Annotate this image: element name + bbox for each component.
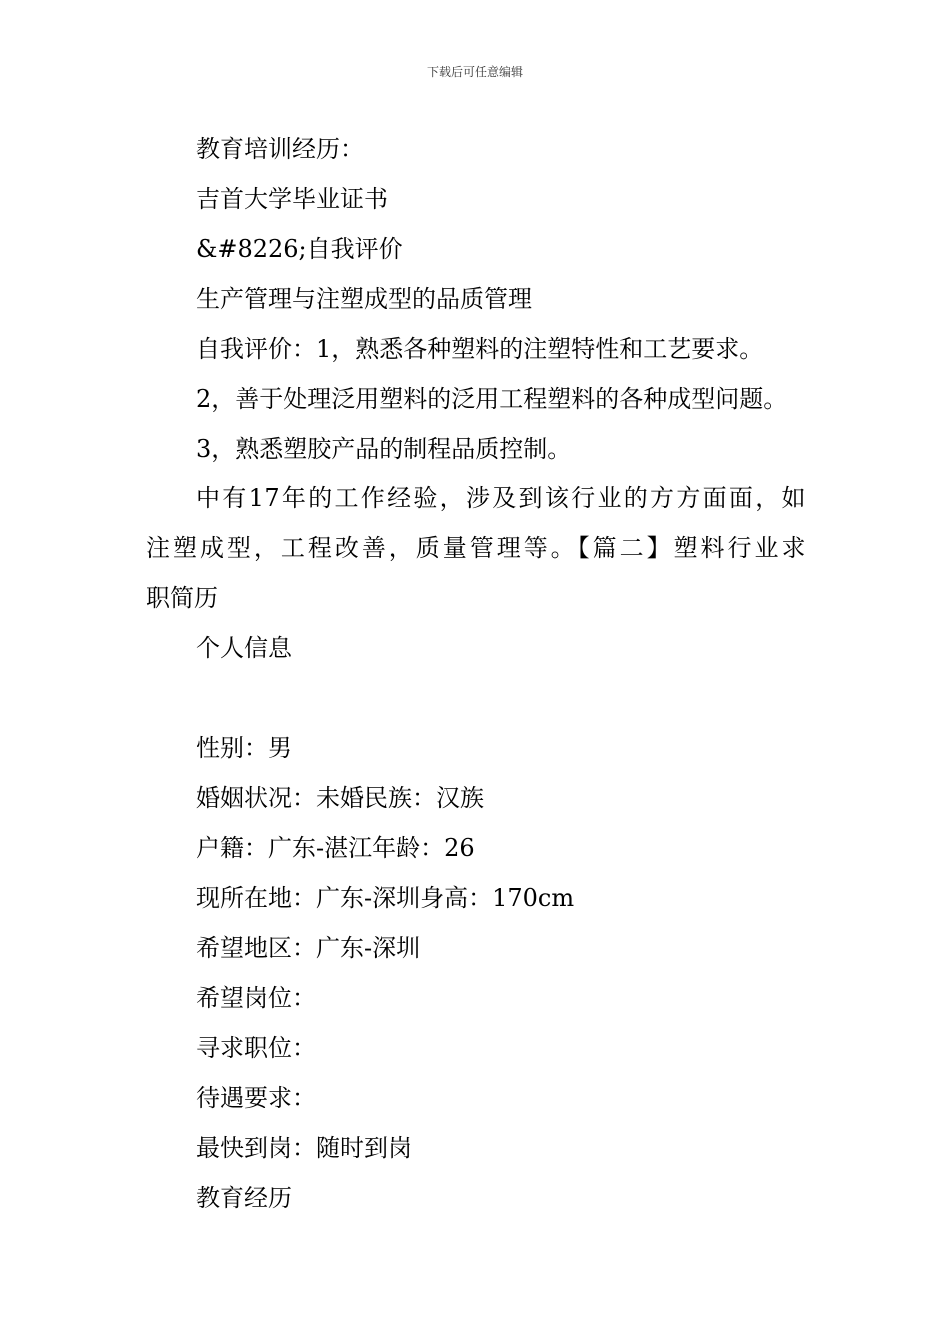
paragraph-self-evaluation-1: 自我评价：1，熟悉各种塑料的注塑特性和工艺要求。	[196, 335, 764, 363]
field-desired-region: 希望地区：广东-深圳	[196, 934, 421, 962]
field-location-height: 现所在地：广东-深圳身高：170cm	[196, 884, 575, 912]
section-heading-education: 教育经历	[196, 1184, 292, 1212]
paragraph-production-management: 生产管理与注塑成型的品质管理	[196, 285, 532, 313]
field-earliest-start: 最快到岗：随时到岗	[196, 1134, 412, 1162]
field-marital-ethnicity: 婚姻状况：未婚民族：汉族	[196, 784, 484, 812]
page-header: 下载后可任意编辑	[426, 65, 523, 79]
field-desired-post: 希望岗位：	[196, 984, 316, 1012]
field-hukou-age: 户籍：广东-湛江年龄：26	[196, 834, 475, 862]
paragraph-experience-line-2: 注塑成型，工程改善，质量管理等。【篇二】塑料行业求	[146, 534, 806, 562]
paragraph-self-evaluation-entity: &#8226;自我评价	[196, 235, 403, 263]
paragraph-certificate: 吉首大学毕业证书	[196, 185, 388, 213]
paragraph-self-evaluation-2: 2，善于处理泛用塑料的泛用工程塑料的各种成型问题。	[196, 385, 788, 413]
field-sought-position: 寻求职位：	[196, 1034, 316, 1062]
field-salary-requirement: 待遇要求：	[196, 1084, 316, 1112]
field-gender: 性别：男	[196, 734, 292, 762]
paragraph-experience-line-1: 中有17年的工作经验，涉及到该行业的方方面面，如	[196, 484, 806, 512]
paragraph-education-training-heading: 教育培训经历：	[196, 135, 364, 163]
paragraph-experience-line-3: 职简历	[146, 584, 218, 612]
section-heading-personal-info: 个人信息	[196, 634, 292, 662]
paragraph-self-evaluation-3: 3，熟悉塑胶产品的制程品质控制。	[196, 435, 572, 463]
